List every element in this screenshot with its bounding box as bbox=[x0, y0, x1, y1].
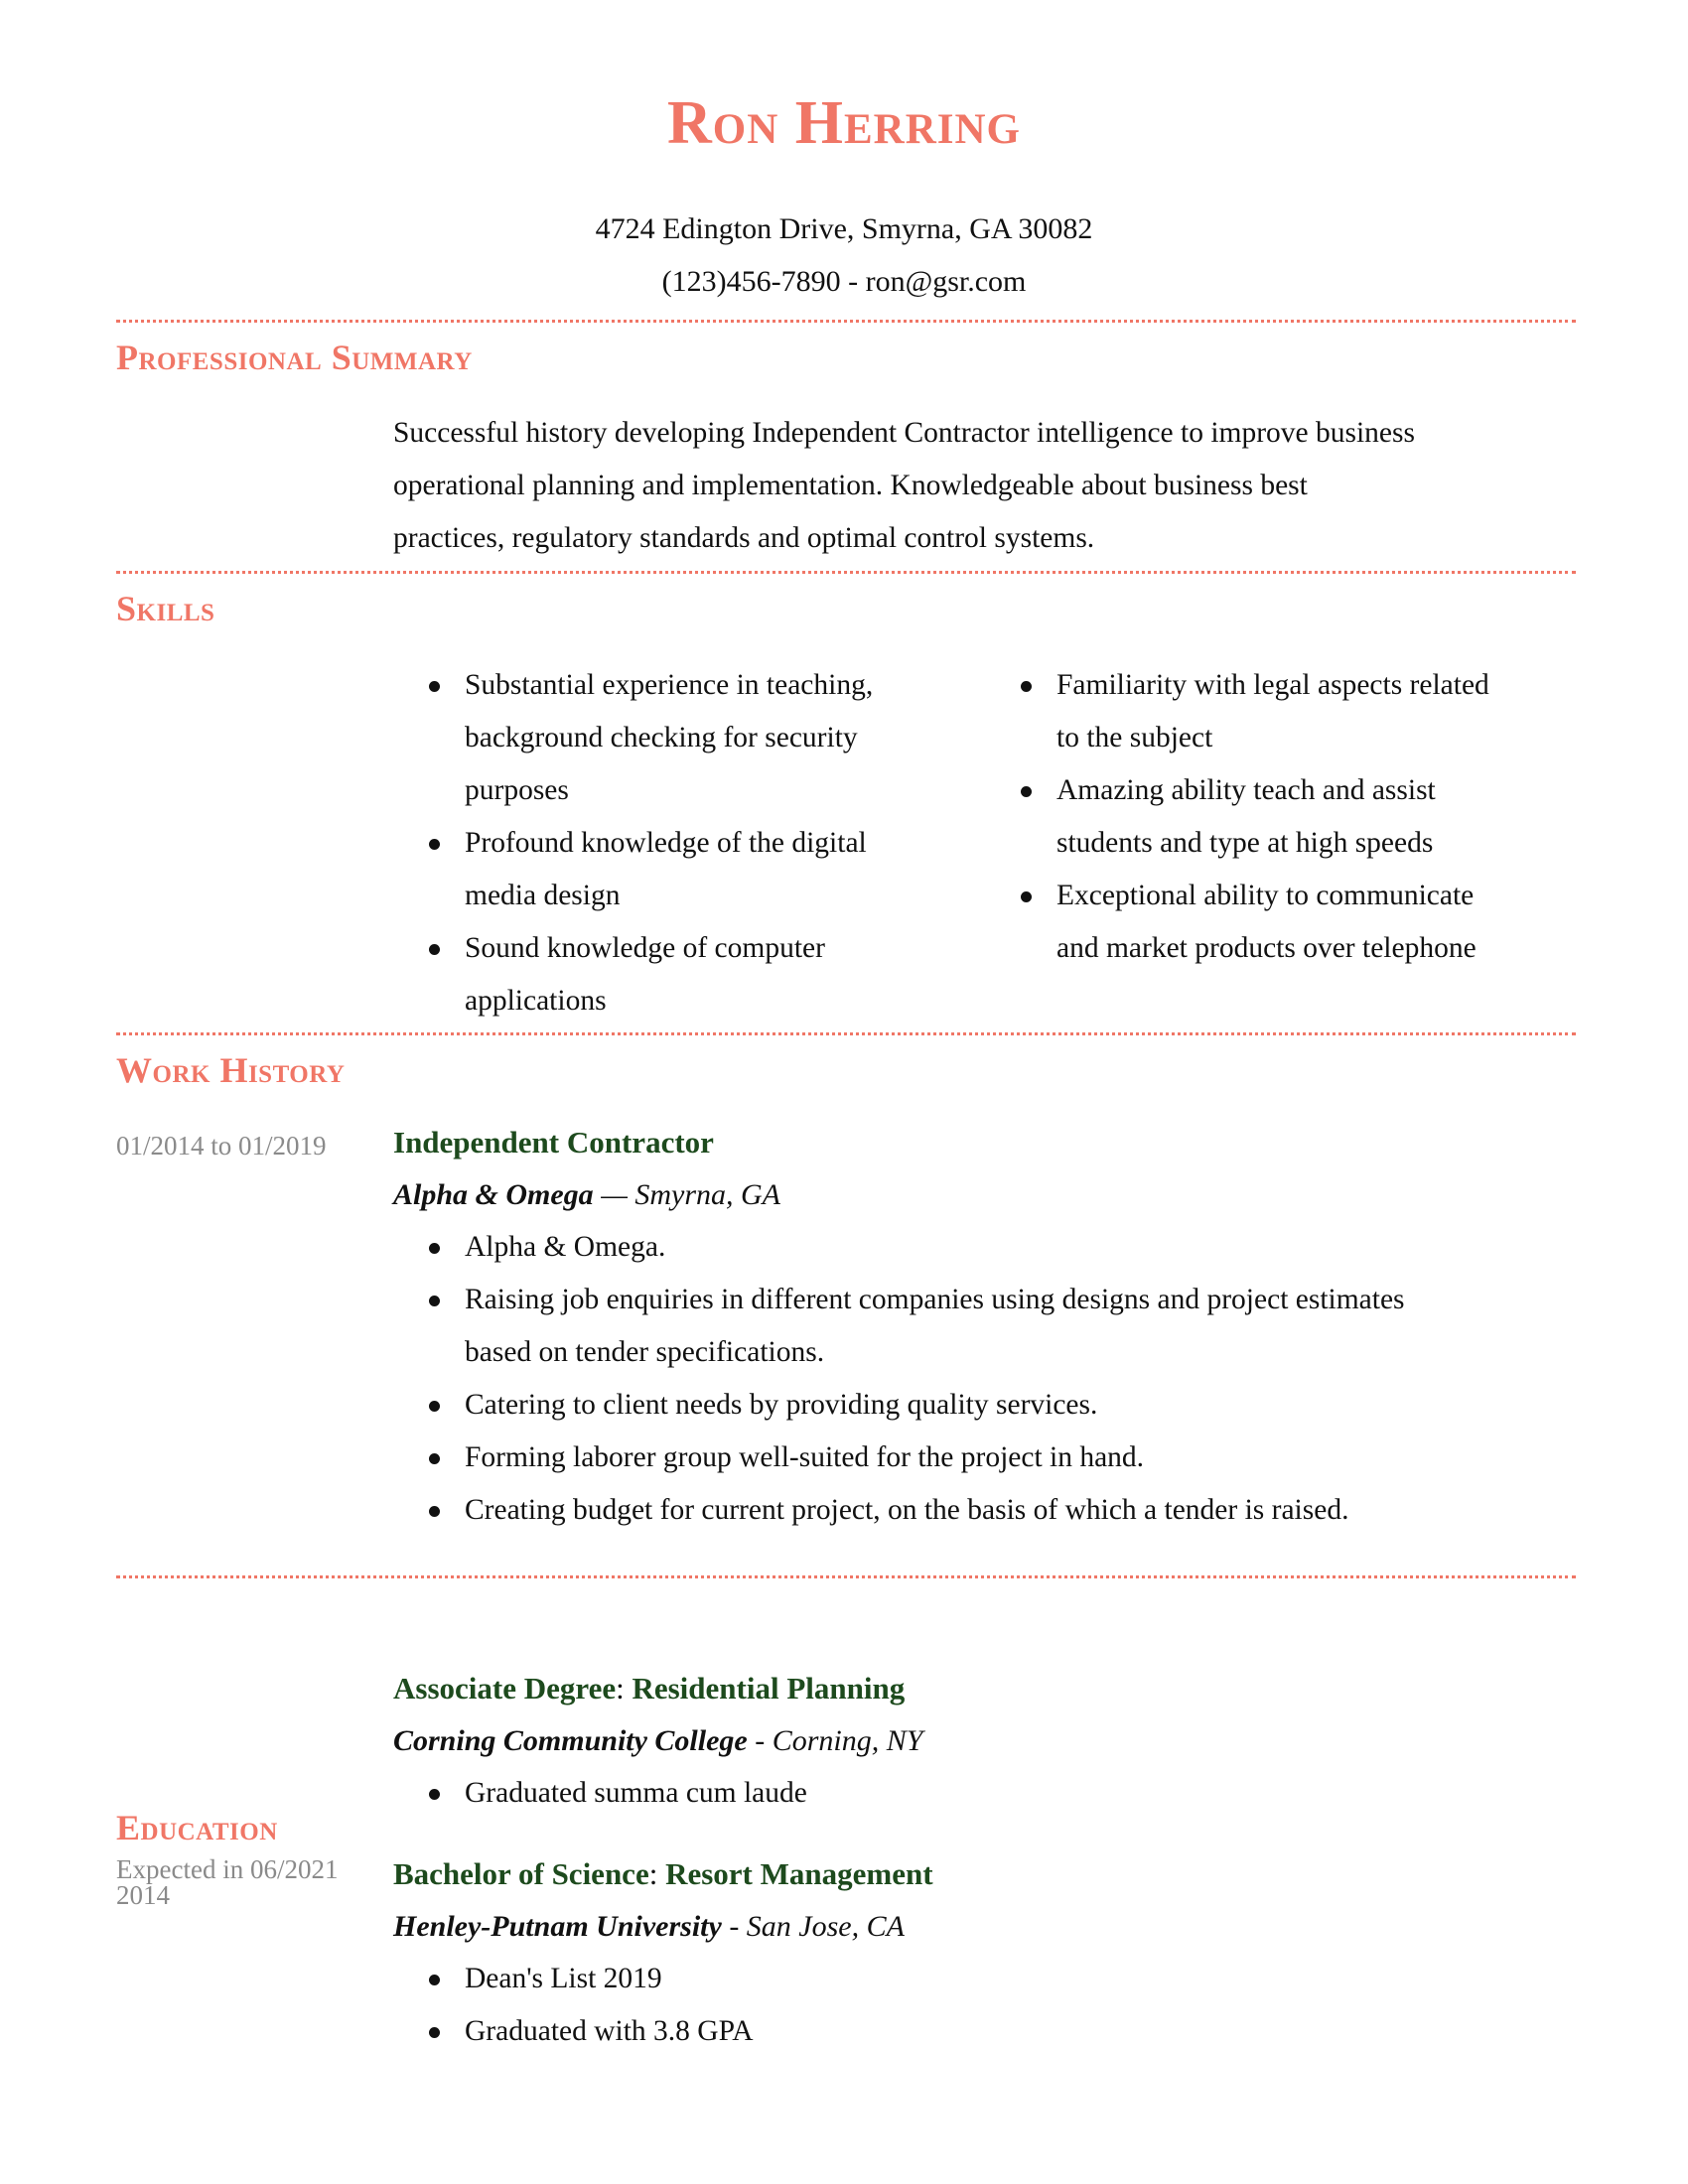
degree-title: Bachelor of Science: Resort Management bbox=[393, 1856, 933, 1891]
school-location: - Corning, NY bbox=[747, 1724, 923, 1757]
list-item: Catering to client needs by providing quality services. bbox=[429, 1379, 1581, 1432]
skills-list-right bbox=[1021, 659, 1587, 975]
section-title-skills: Skills bbox=[116, 589, 215, 628]
divider bbox=[116, 1032, 1576, 1035]
divider bbox=[116, 571, 1576, 574]
job-location: — Smyrna, GA bbox=[601, 1178, 781, 1211]
skill-item: Profound knowledge of the digital media design bbox=[429, 817, 985, 922]
section-title-work-history: Work History bbox=[116, 1050, 346, 1090]
summary-line: Successful history developing Independent Contractor intelligence to improve business bbox=[393, 417, 1415, 449]
candidate-name: Ron Herring bbox=[666, 89, 1022, 157]
school-name: Henley-Putnam University bbox=[393, 1910, 722, 1943]
skill-item: Familiarity with legal aspects related to the subject bbox=[1021, 659, 1587, 764]
skill-item: Exceptional ability to communicate and market products over telephone bbox=[1021, 870, 1587, 975]
education-notes-list bbox=[429, 1953, 1581, 2058]
skill-item: Sound knowledge of computer applications bbox=[429, 922, 985, 1027]
company-name: Alpha & Omega bbox=[393, 1178, 594, 1211]
list-item: Creating budget for current project, on the basis of which a tender is raised. bbox=[429, 1484, 1581, 1537]
list-item: Dean's List 2019 bbox=[429, 1953, 1581, 2005]
list-item: Graduated with 3.8 GPA bbox=[429, 2005, 1581, 2058]
skill-item: Amazing ability teach and assist students and type at high speeds bbox=[1021, 764, 1587, 870]
school-location: - San Jose, CA bbox=[721, 1910, 905, 1943]
school-name: Corning Community College bbox=[393, 1724, 748, 1757]
section-title-summary: Professional Summary bbox=[116, 338, 473, 377]
education-notes-list bbox=[429, 1767, 1581, 1820]
job-title: Independent Contractor bbox=[393, 1125, 714, 1160]
skills-list-left bbox=[429, 659, 985, 1027]
section-title-education: Education bbox=[116, 1808, 278, 1847]
job-duties-list bbox=[429, 1221, 1581, 1537]
summary-line: operational planning and implementation. Knowledgeable about business best bbox=[393, 470, 1308, 501]
summary-text bbox=[393, 407, 1580, 565]
school-line bbox=[393, 1721, 922, 1761]
summary-line: practices, regulatory standards and optimal control systems. bbox=[393, 522, 1095, 554]
list-item: Forming laborer group well-suited for the project in hand. bbox=[429, 1432, 1581, 1484]
address: 4724 Edington Drive, Smyrna, GA 30082 bbox=[595, 212, 1093, 245]
divider bbox=[116, 1575, 1576, 1578]
employer-line bbox=[393, 1175, 780, 1215]
divider bbox=[116, 320, 1576, 323]
school-line bbox=[393, 1907, 905, 1947]
list-item: Graduated summa cum laude bbox=[429, 1767, 1581, 1820]
job-dates: 01/2014 to 01/2019 bbox=[116, 1131, 327, 1160]
list-item: Raising job enquiries in different companies using designs and project estimates based on tender specifications. bbox=[429, 1274, 1581, 1379]
education-dates: Expected in 06/2021 2014 bbox=[116, 1854, 339, 1910]
phone-email: (123)456-7890 - ron@gsr.com bbox=[661, 265, 1027, 298]
list-item: Alpha & Omega. bbox=[429, 1221, 1581, 1274]
degree-title: Associate Degree: Residential Planning bbox=[393, 1671, 906, 1706]
skill-item: Substantial experience in teaching, background checking for security purposes bbox=[429, 659, 985, 817]
